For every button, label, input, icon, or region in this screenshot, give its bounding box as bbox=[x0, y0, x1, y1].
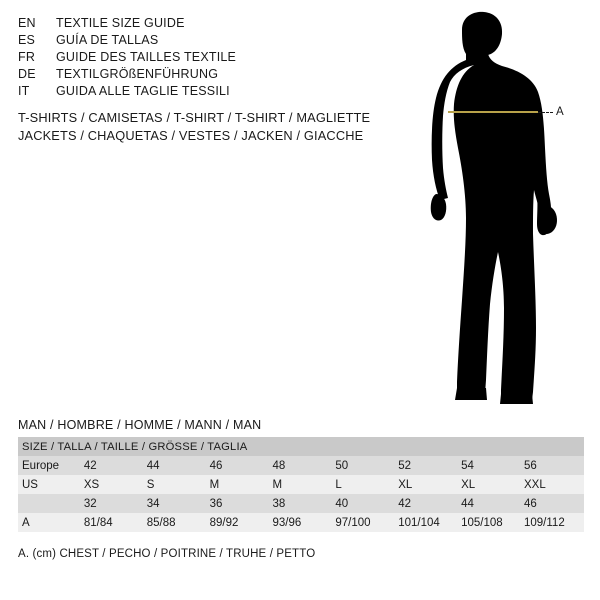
table-group-title: MAN / HOMBRE / HOMME / MANN / MAN bbox=[18, 418, 262, 432]
table-cell: 36 bbox=[207, 494, 270, 513]
table-cell: 42 bbox=[395, 494, 458, 513]
table-cell: 105/108 bbox=[458, 513, 521, 532]
table-cell: 97/100 bbox=[332, 513, 395, 532]
language-code: ES bbox=[18, 33, 36, 47]
table-cell: XS bbox=[81, 475, 144, 494]
table-cell: L bbox=[332, 475, 395, 494]
language-code: FR bbox=[18, 50, 36, 64]
table-cell: 46 bbox=[207, 456, 270, 475]
table-row bbox=[18, 456, 584, 475]
table-cell: 109/112 bbox=[521, 513, 584, 532]
row-label: A bbox=[18, 513, 81, 532]
table-cell: 89/92 bbox=[207, 513, 270, 532]
language-row bbox=[18, 67, 378, 84]
row-label: US bbox=[18, 475, 81, 494]
language-title: TEXTILGRÖßENFÜHRUNG bbox=[56, 67, 219, 81]
table-cell: 48 bbox=[270, 456, 333, 475]
male-silhouette-illustration bbox=[400, 8, 590, 408]
language-row bbox=[18, 16, 378, 33]
language-title: GUIDE DES TAILLES TEXTILE bbox=[56, 50, 237, 64]
table-row bbox=[18, 475, 584, 494]
table-cell: 54 bbox=[458, 456, 521, 475]
measure-label-a: A bbox=[556, 106, 564, 118]
table-cell: 81/84 bbox=[81, 513, 144, 532]
row-label: Europe bbox=[18, 456, 81, 475]
table-cell: 40 bbox=[332, 494, 395, 513]
table-cell: 50 bbox=[332, 456, 395, 475]
language-title: TEXTILE SIZE GUIDE bbox=[56, 16, 185, 30]
row-label bbox=[18, 494, 81, 513]
language-row bbox=[18, 84, 378, 101]
measurement-footnote: A. (cm) CHEST / PECHO / POITRINE / TRUHE / PETTO bbox=[18, 548, 316, 560]
language-code: IT bbox=[18, 84, 30, 98]
category-jackets: JACKETS / CHAQUETAS / VESTES / JACKEN / GIACCHE bbox=[18, 128, 364, 143]
table-cell: M bbox=[207, 475, 270, 494]
measure-leader-line bbox=[538, 112, 553, 113]
size-table-section bbox=[18, 418, 584, 532]
category-tshirts: T-SHIRTS / CAMISETAS / T-SHIRT / T-SHIRT / MAGLIETTE bbox=[18, 110, 371, 125]
language-row bbox=[18, 33, 378, 50]
table-row bbox=[18, 494, 584, 513]
table-header-row bbox=[18, 437, 584, 456]
table-cell: 34 bbox=[144, 494, 207, 513]
language-row bbox=[18, 50, 378, 67]
language-title: GUÍA DE TALLAS bbox=[56, 33, 159, 47]
silhouette-body bbox=[431, 12, 557, 404]
table-cell: XXL bbox=[521, 475, 584, 494]
table-cell: 46 bbox=[521, 494, 584, 513]
table-cell: 101/104 bbox=[395, 513, 458, 532]
table-cell: 85/88 bbox=[144, 513, 207, 532]
table-header-label: SIZE / TALLA / TAILLE / GRÖSSE / TAGLIA bbox=[18, 437, 584, 456]
language-code: EN bbox=[18, 16, 36, 30]
table-cell: M bbox=[270, 475, 333, 494]
table-cell: 32 bbox=[81, 494, 144, 513]
garment-categories bbox=[18, 110, 418, 146]
table-cell: 38 bbox=[270, 494, 333, 513]
size-table bbox=[18, 437, 584, 532]
language-title: GUIDA ALLE TAGLIE TESSILI bbox=[56, 84, 230, 98]
table-cell: 52 bbox=[395, 456, 458, 475]
table-cell: 93/96 bbox=[270, 513, 333, 532]
table-cell: S bbox=[144, 475, 207, 494]
language-code: DE bbox=[18, 67, 36, 81]
table-cell: 56 bbox=[521, 456, 584, 475]
table-cell: 42 bbox=[81, 456, 144, 475]
table-cell: 44 bbox=[458, 494, 521, 513]
table-cell: 44 bbox=[144, 456, 207, 475]
table-cell: XL bbox=[395, 475, 458, 494]
table-cell: XL bbox=[458, 475, 521, 494]
language-list bbox=[18, 16, 378, 101]
table-row bbox=[18, 513, 584, 532]
